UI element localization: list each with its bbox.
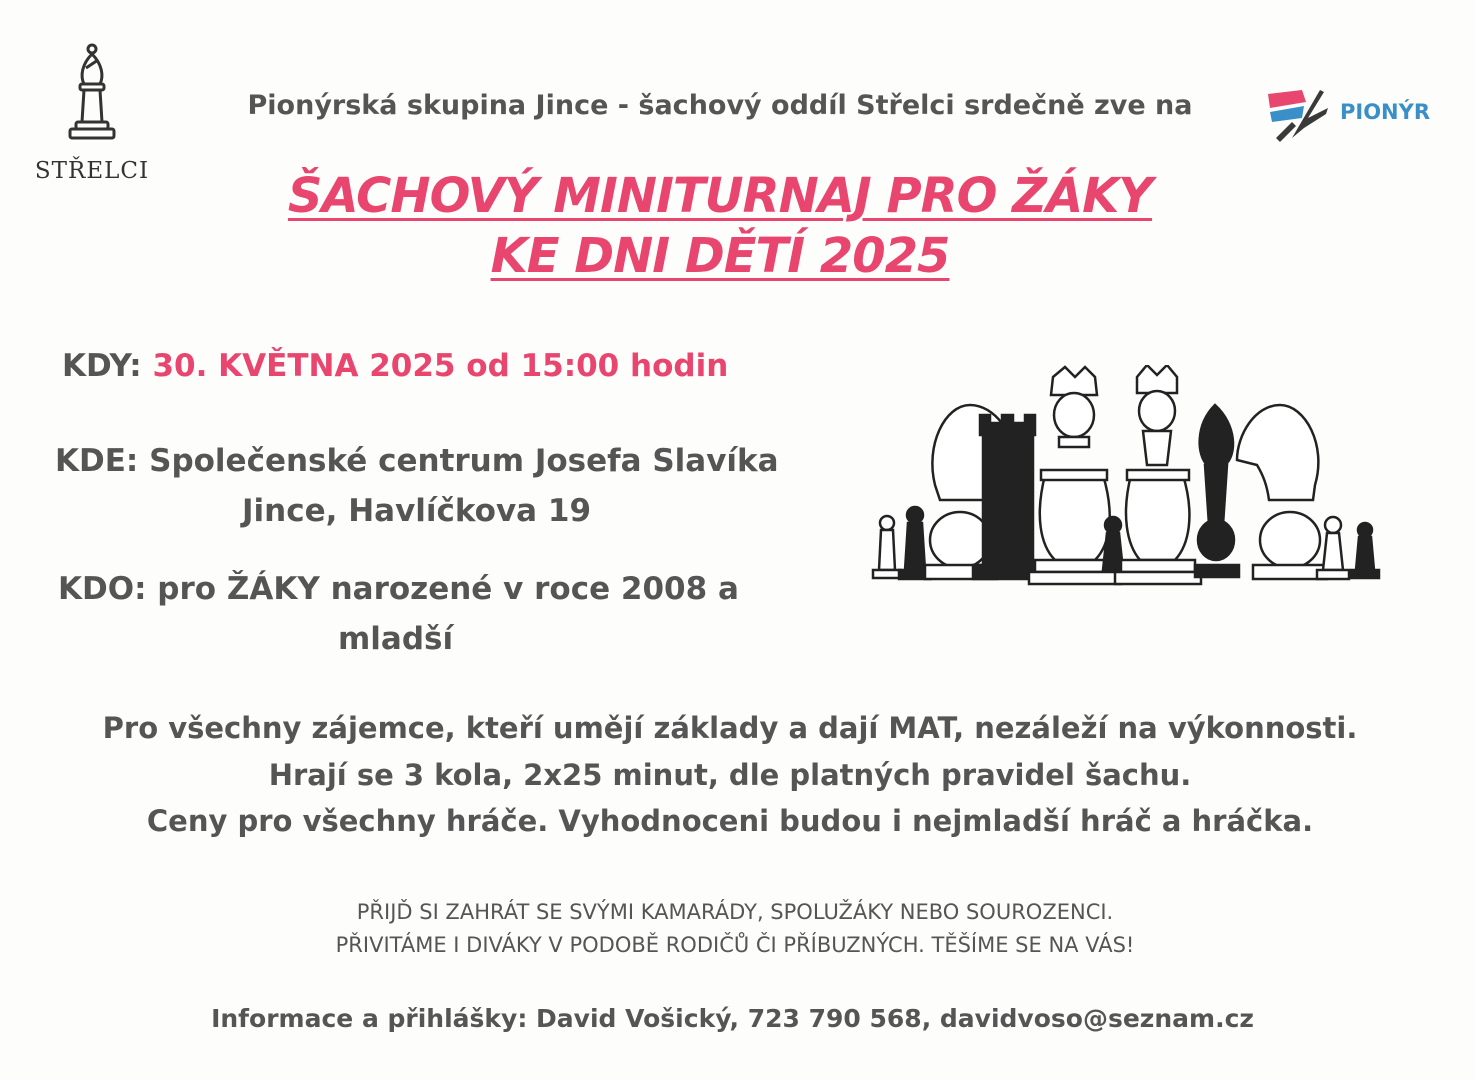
where-line-1: KDE: Společenské centrum Josefa Slavíka bbox=[55, 443, 779, 479]
chess-pieces-illustration bbox=[865, 365, 1390, 595]
strelci-logo bbox=[30, 40, 154, 200]
body-line-2: Hrají se 3 kola, 2x25 minut, dle platných pravidel šachu. bbox=[268, 758, 1192, 792]
event-title-line-1: ŠACHOVÝ MINITURNAJ PRO ŽÁKY bbox=[287, 168, 1153, 224]
body-line-1: Pro všechny zájemce, kteří umějí základy a dají MAT, nezáleží na výkonnosti. bbox=[102, 711, 1358, 745]
event-title-line-2: KE DNI DĚTÍ 2025 bbox=[490, 228, 950, 284]
pionyr-logo bbox=[1262, 78, 1452, 158]
strelci-logo-text: STŘELCI bbox=[34, 158, 150, 184]
invitation-header: Pionýrská skupina Jince - šachový oddíl Střelci srdečně zve na bbox=[247, 90, 1193, 121]
when-value: 30. KVĚTNA 2025 od 15:00 hodin bbox=[152, 348, 729, 384]
contact-info: Informace a přihlášky: David Vošický, 723 790 568, davidvoso@seznam.cz bbox=[211, 1004, 1254, 1033]
invite-line-1: PŘIJĎ SI ZAHRÁT SE SVÝMI KAMARÁDY, SPOLUŽÁKY NEBO SOUROZENCI. bbox=[356, 900, 1114, 924]
who-line-2: mladší bbox=[338, 621, 454, 657]
bishop-icon bbox=[62, 40, 122, 150]
invite-line-2: PŘIVITÁME I DIVÁKY V PODOBĚ RODIČŮ ČI PŘÍBUZNÝCH. TĚŠÍME SE NA VÁS! bbox=[335, 933, 1135, 957]
when-info bbox=[62, 348, 728, 384]
when-label: KDY: bbox=[62, 348, 142, 384]
pionyr-logo-text: PIONÝR bbox=[1340, 100, 1431, 124]
body-line-3: Ceny pro všechny hráče. Vyhodnoceni budou i nejmladší hráč a hráčka. bbox=[146, 804, 1314, 838]
where-line-2: Jince, Havlíčkova 19 bbox=[242, 493, 592, 529]
who-line-1: KDO: pro ŽÁKY narozené v roce 2008 a bbox=[58, 571, 739, 607]
bird-logo-icon bbox=[1262, 78, 1338, 158]
chess-pieces-group-icon bbox=[865, 365, 1390, 595]
